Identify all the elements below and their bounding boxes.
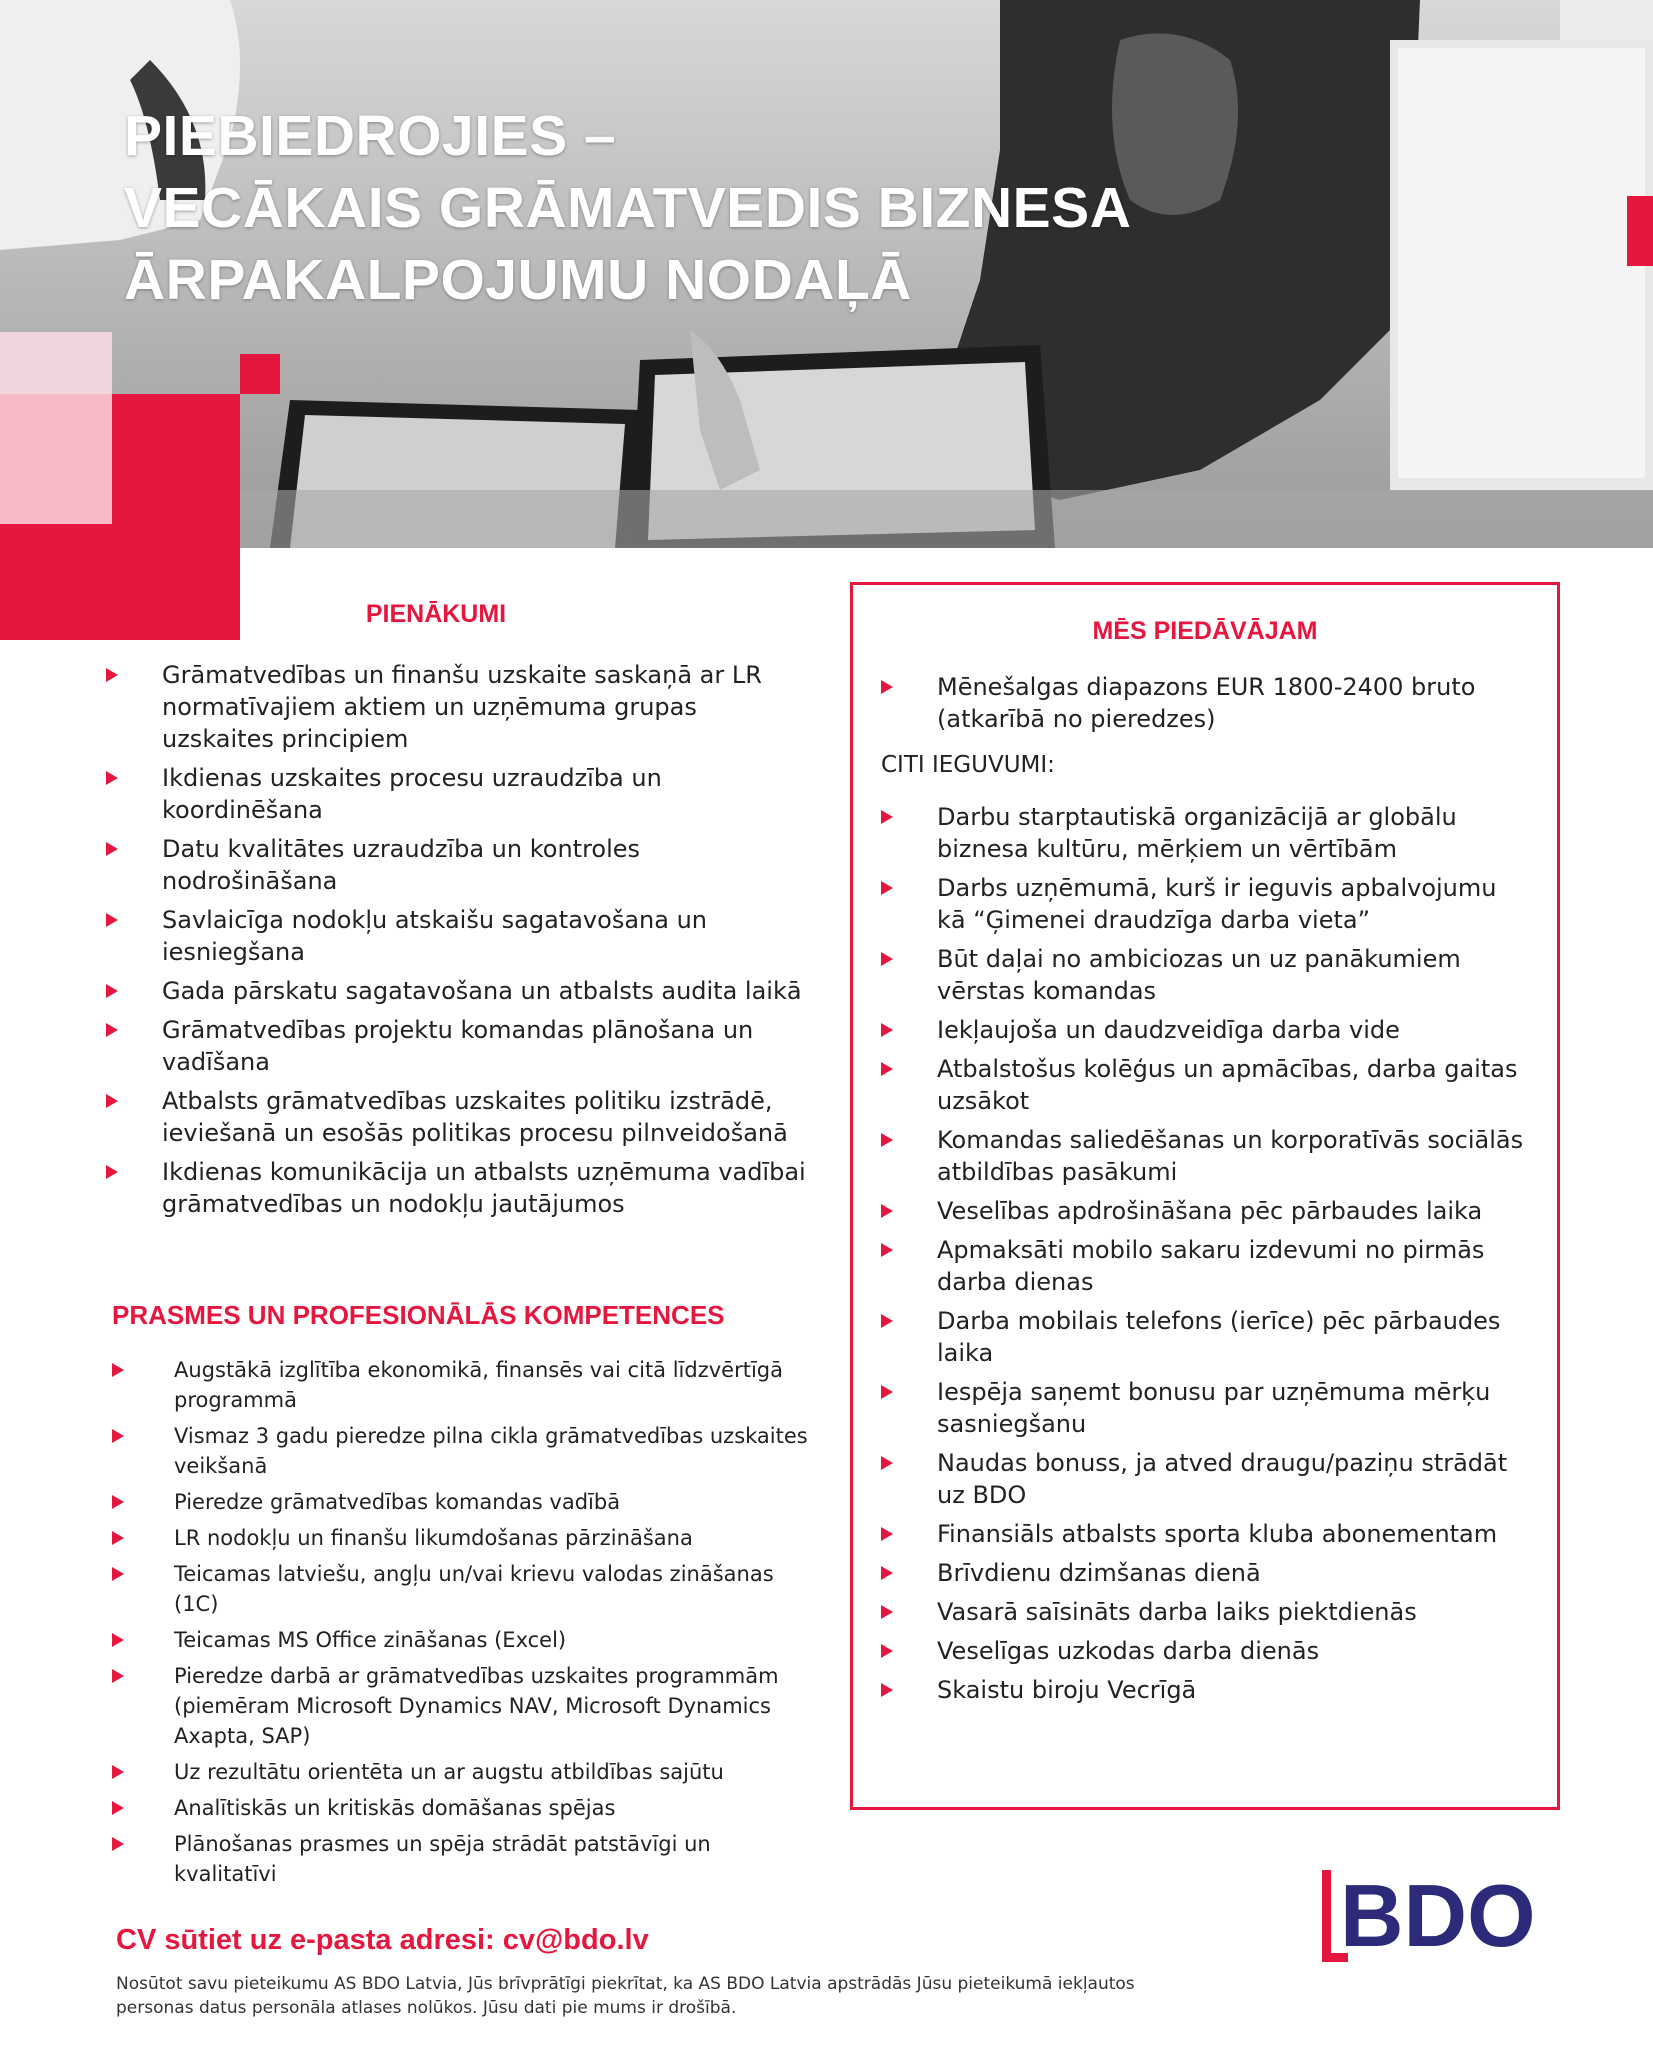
list-item xyxy=(881,1635,1531,1667)
list-item-text: Vismaz 3 gadu pieredze pilna cikla grāmatvedības uzskaites veikšanā xyxy=(174,1424,808,1478)
list-item-text: Datu kvalitātes uzraudzība un kontroles nodrošināšana xyxy=(162,835,641,895)
triangle-bullet-icon xyxy=(881,1566,893,1580)
list-item xyxy=(881,1596,1531,1628)
list-item xyxy=(106,1085,806,1149)
list-item xyxy=(881,1557,1531,1589)
hero-title xyxy=(124,100,1131,316)
triangle-bullet-icon xyxy=(881,1243,893,1257)
triangle-bullet-icon xyxy=(881,1527,893,1541)
list-item-text: Iekļaujoša un daudzveidīga darba vide xyxy=(937,1016,1400,1044)
list-item xyxy=(881,1376,1531,1440)
triangle-bullet-icon xyxy=(112,1531,124,1545)
triangle-bullet-icon xyxy=(881,952,893,966)
triangle-bullet-icon xyxy=(112,1495,124,1509)
triangle-bullet-icon xyxy=(881,1314,893,1328)
list-item-text: Būt daļai no ambiciozas un uz panākumiem vērstas komandas xyxy=(937,945,1461,1005)
triangle-bullet-icon xyxy=(106,1023,118,1037)
triangle-bullet-icon xyxy=(881,1062,893,1076)
triangle-bullet-icon xyxy=(881,680,893,694)
triangle-bullet-icon xyxy=(106,984,118,998)
list-item xyxy=(112,1523,812,1553)
list-item-text: Teicamas MS Office zināšanas (Excel) xyxy=(174,1628,567,1652)
hero-title-line-1: PIEBIEDROJIES – xyxy=(124,104,617,168)
list-item xyxy=(112,1793,812,1823)
triangle-bullet-icon xyxy=(881,1605,893,1619)
list-item xyxy=(112,1661,812,1751)
list-item-text: Uz rezultātu orientēta un ar augstu atbildības sajūtu xyxy=(174,1760,724,1784)
list-item-text: Atbalsts grāmatvedības uzskaites politiku izstrādē, ieviešanā un esošās politikas procesu pilnveidošanā xyxy=(162,1087,788,1147)
triangle-bullet-icon xyxy=(881,1133,893,1147)
list-item-text: Ikdienas komunikācija un atbalsts uzņēmuma vadībai grāmatvedības un nodokļu jautājumos xyxy=(162,1158,806,1218)
list-item xyxy=(881,671,1531,735)
triangle-bullet-icon xyxy=(112,1765,124,1779)
triangle-bullet-icon xyxy=(112,1801,124,1815)
deco-square-pink xyxy=(0,394,112,524)
triangle-bullet-icon xyxy=(106,842,118,856)
triangle-bullet-icon xyxy=(106,913,118,927)
list-item-text: Darba mobilais telefons (ierīce) pēc pārbaudes laika xyxy=(937,1307,1501,1367)
privacy-disclaimer: Nosūtot savu pieteikumu AS BDO Latvia, Jūs brīvprātīgi piekrītat, ka AS BDO Latvia apstrādās Jūsu pieteikumā iekļautos personas datus personāla atlases nolūkos. Jūsu dati pie mums ir drošībā. xyxy=(116,1974,1135,2018)
triangle-bullet-icon xyxy=(881,1456,893,1470)
triangle-bullet-icon xyxy=(106,1165,118,1179)
offer-title: MĒS PIEDĀVĀJAM xyxy=(1092,617,1318,645)
deco-square-light xyxy=(0,332,112,394)
benefits-subhead: CITI IEGUVUMI: xyxy=(881,752,1055,778)
list-item xyxy=(881,1305,1531,1369)
list-item xyxy=(106,1156,806,1220)
list-item-text: Darbs uzņēmumā, kurš ir ieguvis apbalvojumu kā “Ģimenei draudzīga darba vieta” xyxy=(937,874,1497,934)
list-item-text: Plānošanas prasmes un spēja strādāt patstāvīgi un kvalitatīvi xyxy=(174,1832,711,1886)
list-item-text: Darbu starptautiskā organizācijā ar globālu biznesa kultūru, mērķiem un vērtībām xyxy=(937,803,1457,863)
list-item xyxy=(881,1518,1531,1550)
list-item xyxy=(881,943,1531,1007)
list-item xyxy=(112,1355,812,1415)
triangle-bullet-icon xyxy=(881,1385,893,1399)
offer-box xyxy=(850,582,1560,1810)
cv-email-line: CV sūtiet uz e-pasta adresi: cv@bdo.lv xyxy=(116,1924,649,1956)
list-item xyxy=(881,872,1531,936)
list-item-text: Gada pārskatu sagatavošana un atbalsts audita laikā xyxy=(162,977,802,1005)
skills-title: PRASMES UN PROFESIONĀLĀS KOMPETENCES xyxy=(112,1300,725,1330)
offer-content xyxy=(881,671,1531,1713)
triangle-bullet-icon xyxy=(881,1683,893,1697)
list-item xyxy=(106,1014,806,1078)
hero-title-line-2: VECĀKAIS GRĀMATVEDIS BIZNESA xyxy=(124,176,1132,240)
list-item xyxy=(881,1234,1531,1298)
list-item-text: Veselības apdrošināšana pēc pārbaudes laika xyxy=(937,1197,1483,1225)
salary-text: Mēnešalgas diapazons EUR 1800-2400 bruto (atkarībā no pieredzes) xyxy=(937,673,1476,733)
list-item-text: Brīvdienu dzimšanas dienā xyxy=(937,1559,1261,1587)
duties-list xyxy=(106,659,806,1220)
list-item-text: Analītiskās un kritiskās domāšanas spējas xyxy=(174,1796,616,1820)
list-item xyxy=(112,1829,812,1889)
list-item xyxy=(112,1625,812,1655)
skills-list xyxy=(112,1355,812,1889)
salary-list xyxy=(881,671,1531,735)
list-item-text: Skaistu biroju Vecrīgā xyxy=(937,1676,1197,1704)
list-item-text: Veselīgas uzkodas darba dienās xyxy=(937,1637,1320,1665)
triangle-bullet-icon xyxy=(881,1023,893,1037)
list-item xyxy=(881,1447,1531,1511)
duties-section xyxy=(106,600,806,1227)
triangle-bullet-icon xyxy=(106,1094,118,1108)
list-item xyxy=(112,1421,812,1481)
deco-square-red-small xyxy=(240,354,280,394)
duties-title: PIENĀKUMI xyxy=(365,600,507,628)
deco-square-red-right xyxy=(1627,196,1653,266)
list-item xyxy=(112,1559,812,1619)
triangle-bullet-icon xyxy=(881,810,893,824)
list-item-text: LR nodokļu un finanšu likumdošanas pārzināšana xyxy=(174,1526,693,1550)
list-item xyxy=(106,904,806,968)
svg-text:BDO: BDO xyxy=(1340,1868,1536,1964)
triangle-bullet-icon xyxy=(112,1567,124,1581)
list-item xyxy=(881,1053,1531,1117)
list-item xyxy=(112,1487,812,1517)
list-item xyxy=(106,762,806,826)
list-item-text: Grāmatvedības un finanšu uzskaite saskaņā ar LR normatīvajiem aktiem un uzņēmuma grupas uzskaites principiem xyxy=(162,661,762,753)
deco-square-red-large xyxy=(112,394,240,524)
list-item-text: Atbalstošus kolēģus un apmācības, darba gaitas uzsākot xyxy=(937,1055,1518,1115)
list-item-text: Apmaksāti mobilo sakaru izdevumi no pirmās darba dienas xyxy=(937,1236,1485,1296)
list-item-text: Savlaicīga nodokļu atskaišu sagatavošana un iesniegšana xyxy=(162,906,707,966)
list-item-text: Augstākā izglītība ekonomikā, finansēs vai citā līdzvērtīgā programmā xyxy=(174,1358,783,1412)
list-item-text: Naudas bonuss, ja atved draugu/paziņu strādāt uz BDO xyxy=(937,1449,1508,1509)
list-item-text: Komandas saliedēšanas un korporatīvās sociālās atbildības pasākumi xyxy=(937,1126,1524,1186)
skills-section xyxy=(112,1300,812,1895)
triangle-bullet-icon xyxy=(881,881,893,895)
hero-title-line-3: ĀRPAKALPOJUMU NODAĻĀ xyxy=(124,248,912,312)
list-item xyxy=(106,659,806,755)
benefits-list xyxy=(881,801,1531,1706)
list-item xyxy=(881,1124,1531,1188)
triangle-bullet-icon xyxy=(112,1669,124,1683)
triangle-bullet-icon xyxy=(112,1633,124,1647)
triangle-bullet-icon xyxy=(106,668,118,682)
list-item-text: Iespēja saņemt bonusu par uzņēmuma mērķu sasniegšanu xyxy=(937,1378,1491,1438)
triangle-bullet-icon xyxy=(112,1363,124,1377)
bdo-logo xyxy=(1322,1868,1570,1964)
triangle-bullet-icon xyxy=(112,1837,124,1851)
list-item-text: Ikdienas uzskaites procesu uzraudzība un koordinēšana xyxy=(162,764,662,824)
list-item-text: Pieredze grāmatvedības komandas vadībā xyxy=(174,1490,621,1514)
triangle-bullet-icon xyxy=(881,1644,893,1658)
list-item-text: Pieredze darbā ar grāmatvedības uzskaites programmām (piemēram Microsoft Dynamics NAV, Microsoft Dynamics Axapta, SAP) xyxy=(174,1664,779,1748)
list-item xyxy=(106,975,806,1007)
list-item xyxy=(112,1757,812,1787)
triangle-bullet-icon xyxy=(106,771,118,785)
list-item xyxy=(881,1195,1531,1227)
list-item xyxy=(106,833,806,897)
hero-banner xyxy=(0,0,1653,548)
list-item xyxy=(881,801,1531,865)
triangle-bullet-icon xyxy=(881,1204,893,1218)
list-item xyxy=(881,1674,1531,1706)
list-item-text: Vasarā saīsināts darba laiks piektdienās xyxy=(937,1598,1417,1626)
list-item-text: Finansiāls atbalsts sporta kluba abonementam xyxy=(937,1520,1498,1548)
list-item-text: Grāmatvedības projektu komandas plānošana un vadīšana xyxy=(162,1016,754,1076)
triangle-bullet-icon xyxy=(112,1429,124,1443)
list-item-text: Teicamas latviešu, angļu un/vai krievu valodas zināšanas (1C) xyxy=(174,1562,774,1616)
list-item xyxy=(881,1014,1531,1046)
